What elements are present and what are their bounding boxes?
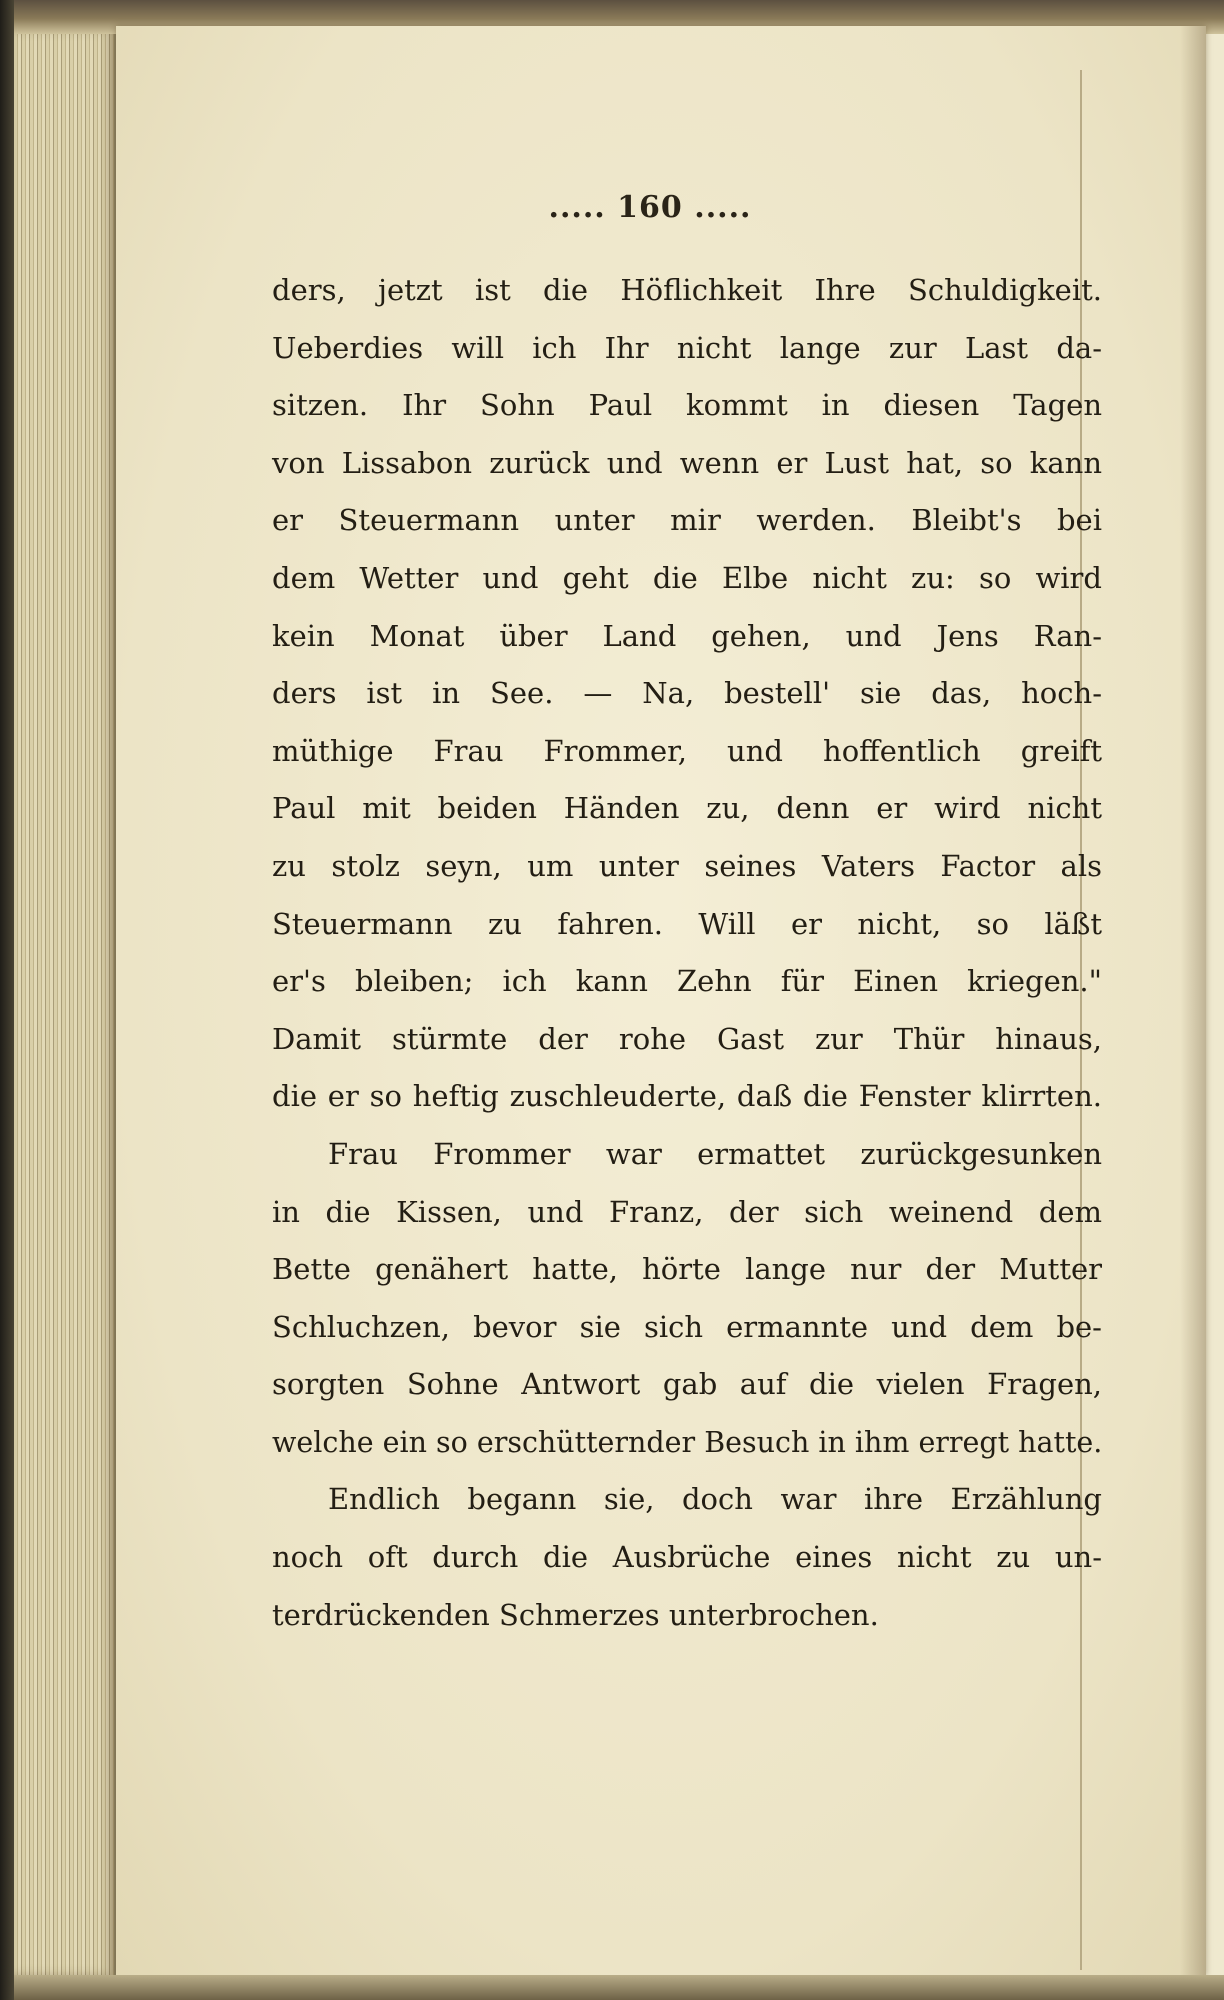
body-text (272, 262, 1102, 1644)
text-line: kein Monat über Land gehen, und Jens Ran- (272, 618, 1102, 653)
text-line: sitzen. Ihr Sohn Paul kommt in diesen Tagen (272, 388, 1102, 423)
text-line: Damit stürmte der rohe Gast zur Thür hinaus, (272, 1021, 1102, 1056)
text-line: noch oft durch die Ausbrüche eines nicht zu un- (272, 1540, 1102, 1575)
text-line: von Lissabon zurück und wenn er Lust hat, so kann (272, 445, 1102, 480)
text-line: Ueberdies will ich Ihr nicht lange zur Last da- (272, 330, 1102, 365)
page-stack-edges (14, 30, 116, 1975)
text-line: die er so heftig zuschleuderte, daß die Fenster klirrten. (272, 1079, 1102, 1114)
text-line: Endlich begann sie, doch war ihre Erzählung (328, 1482, 1102, 1517)
bottom-page-edge (14, 1975, 1224, 2000)
text-line: zu stolz seyn, um unter seines Vaters Factor als (272, 848, 1102, 883)
text-line: ders ist in See. — Na, bestell' sie das, hoch- (272, 676, 1102, 711)
text-line: müthige Frau Frommer, und hoffentlich greift (272, 733, 1102, 768)
text-line: welche ein so erschütternder Besuch in ihm erregt hatte. (272, 1425, 1103, 1459)
text-line: Steuermann zu fahren. Will er nicht, so läßt (272, 906, 1102, 941)
text-line: er Steuermann unter mir werden. Bleibt's bei (272, 503, 1102, 538)
page-shadow (1180, 26, 1206, 1976)
text-line: dem Wetter und geht die Elbe nicht zu: so wird (272, 560, 1102, 595)
text-line: Paul mit beiden Händen zu, denn er wird nicht (272, 791, 1102, 826)
text-line: Frau Frommer war ermattet zurückgesunken (328, 1136, 1102, 1171)
text-line: sorgten Sohne Antwort gab auf die vielen Fragen, (272, 1367, 1102, 1402)
text-line: er's bleiben; ich kann Zehn für Einen kriegen." (272, 964, 1102, 999)
text-line: in die Kissen, und Franz, der sich weinend dem (272, 1194, 1102, 1229)
text-line: Bette genähert hatte, hörte lange nur der Mutter (272, 1252, 1102, 1287)
text-line: Schluchzen, bevor sie sich ermannte und dem be- (272, 1309, 1102, 1344)
text-line: ders, jetzt ist die Höflichkeit Ihre Schuldigkeit. (272, 273, 1102, 307)
book-binding-edge (0, 0, 14, 2000)
page-number: ..... 160 ..... (548, 190, 752, 225)
text-line: terdrückenden Schmerzes unterbrochen. (272, 1597, 879, 1632)
